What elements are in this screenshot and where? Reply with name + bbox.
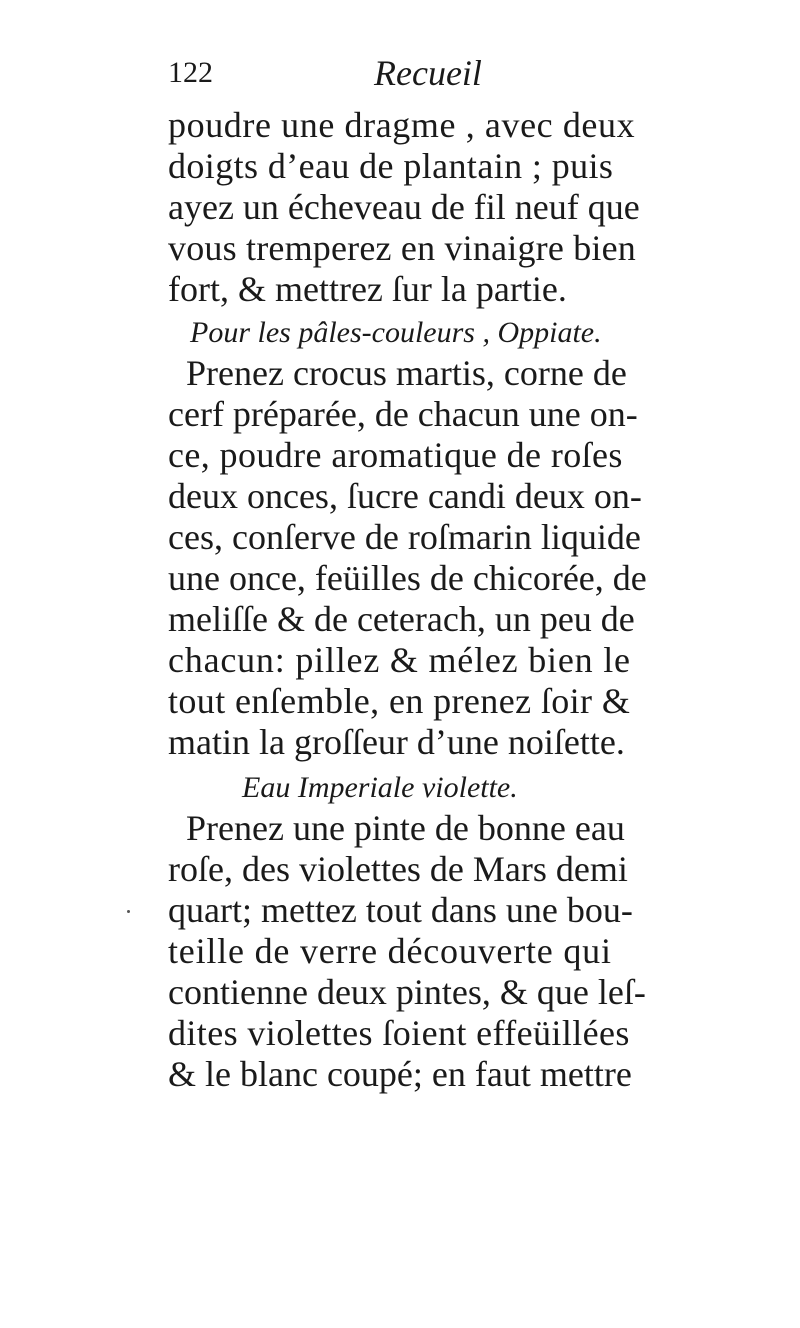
text-line: ayez un écheveau de fil neuf que	[168, 187, 640, 227]
text-line: chacun: pillez & mélez bien le	[168, 640, 631, 680]
text-line: dites violettes ſoient effeüillées	[168, 1013, 630, 1053]
text-line: doigts d’eau de plantain ; puis	[168, 146, 614, 186]
page-header	[168, 50, 708, 100]
text-line: roſe, des violettes de Mars demi	[168, 849, 628, 889]
text-line: contienne deux pintes, & que leſ-	[168, 972, 646, 1012]
text-line: vous tremperez en vinaigre bien	[168, 228, 637, 268]
text-line: deux onces, ſucre candi deux on-	[168, 476, 642, 516]
text-line: quart; mettez tout dans une bou-	[168, 890, 633, 930]
text-line: cerf préparée, de chacun une on-	[168, 394, 638, 434]
ink-speck	[127, 910, 130, 913]
section-heading-eau-imperiale: Eau Imperiale violette.	[242, 771, 518, 804]
text-line: meliſſe & de ceterach, un peu de	[168, 599, 635, 639]
text-line: ces, conſerve de roſmarin liquide	[168, 517, 641, 557]
text-line: une once, feüilles de chicorée, de	[168, 558, 647, 598]
text-line: & le blanc coupé; en faut mettre	[168, 1054, 632, 1094]
running-head: Recueil	[374, 53, 482, 93]
text-line: matin la groſſeur d’une noiſette.	[168, 722, 625, 762]
page-number: 122	[168, 56, 213, 89]
text-line: teille de verre découverte qui	[168, 931, 612, 971]
text-line: fort, & mettrez ſur la partie.	[168, 269, 567, 309]
text-line: ce, poudre aromatique de roſes	[168, 435, 623, 475]
section-heading-pales-couleurs: Pour les pâles-couleurs , Oppiate.	[190, 316, 602, 349]
text-line: poudre une dragme , avec deux	[168, 105, 636, 145]
text-line: Prenez une pinte de bonne eau	[186, 808, 625, 848]
text-line: tout enſemble, en prenez ſoir &	[168, 681, 631, 721]
text-line: Prenez crocus martis, corne de	[186, 353, 627, 393]
